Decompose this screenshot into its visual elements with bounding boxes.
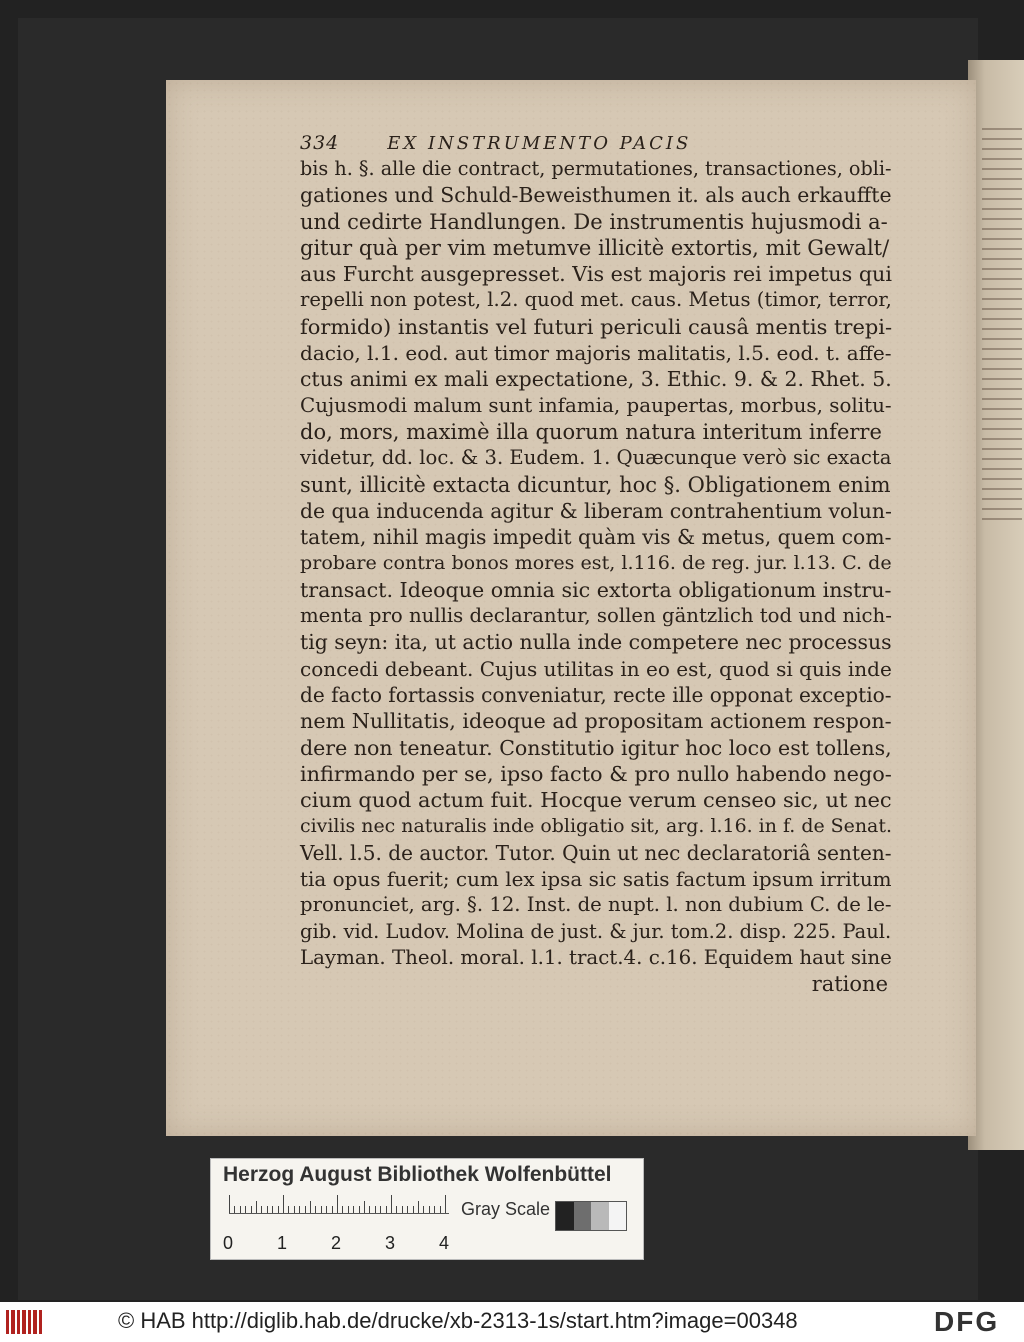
ruler-tick <box>240 1206 241 1213</box>
adjacent-page-text-marks <box>982 120 1022 528</box>
ruler-label: 0 <box>223 1233 234 1253</box>
ruler-tick <box>294 1206 295 1213</box>
text-line: infirmando per se, ipso facto & pro nullo habendo nego- <box>300 761 892 786</box>
ruler-tick <box>375 1206 376 1213</box>
ruler-tick <box>445 1195 446 1213</box>
ruler-tick <box>326 1206 327 1213</box>
text-line: videtur, dd. loc. & 3. Eudem. 1. Quæcunque verò sic exacta <box>300 446 892 470</box>
copyright-url[interactable]: © HAB http://diglib.hab.de/drucke/xb-2313-1s/start.htm?image=00348 <box>118 1308 798 1333</box>
ruler-tick <box>407 1206 408 1213</box>
ruler-tick <box>342 1206 343 1213</box>
ruler-tick <box>369 1206 370 1213</box>
ruler-tick <box>288 1206 289 1213</box>
text-line: repelli non potest, l.2. quod met. caus. Metus (timor, terror, <box>300 288 892 312</box>
text-line: gationes und Schuld-Beweisthumen it. als auch erkauffte <box>300 183 892 208</box>
ruler-tick <box>396 1206 397 1213</box>
ruler-tick <box>348 1206 349 1213</box>
text-line: concedi debeant. Cujus utilitas in eo est, quod si quis inde <box>300 656 892 681</box>
ruler-tick <box>353 1206 354 1213</box>
text-line: Vell. l.5. de auctor. Tutor. Quin ut nec declaratoriâ senten- <box>300 840 892 865</box>
ruler-tick <box>380 1206 381 1213</box>
text-line: tia opus fuerit; cum lex ipsa sic satis factum ipsum irritum <box>300 867 892 892</box>
ruler-tick <box>402 1206 403 1213</box>
ruler-label: 4 <box>439 1233 450 1253</box>
text-line: nem Nullitatis, ideoque ad propositam actionem respon- <box>300 709 892 734</box>
text-line: tig seyn: ita, ut actio nulla inde competere nec processus <box>300 630 892 655</box>
ruler-tick <box>299 1206 300 1213</box>
text-line: gitur quà per vim metumve illicitè extortis, mit Gewalt/ <box>300 235 890 260</box>
text-line: de qua inducenda agitur & liberam contrahentium volun- <box>300 498 892 523</box>
adjacent-page-edge <box>968 60 1024 1150</box>
text-line: bis h. §. alle die contract, permutationes, transactiones, obli- <box>300 157 892 180</box>
text-line: cium quod actum fuit. Hocque verum censeo sic, ut nec <box>300 788 892 813</box>
text-line: dacio, l.1. eod. aut timor majoris malitatis, l.5. eod. t. affe- <box>300 341 892 366</box>
body-text <box>300 156 892 971</box>
text-line: aus Furcht ausgepresset. Vis est majoris rei impetus qui <box>300 262 892 287</box>
ruler-label: 3 <box>385 1233 396 1253</box>
ruler-label: 1 <box>277 1233 288 1253</box>
ruler-tick <box>310 1201 311 1213</box>
library-color-card <box>210 1158 644 1260</box>
ruler-tick <box>229 1195 230 1213</box>
text-line: formido) instantis vel futuri periculi causâ mentis trepi- <box>300 314 893 339</box>
running-head-title: EX INSTRUMENTO PACIS <box>387 133 692 154</box>
ruler-tick <box>283 1195 284 1213</box>
gray-scale-label: Gray Scale <box>461 1199 551 1219</box>
ruler-label: 2 <box>331 1233 342 1253</box>
ruler-tick <box>278 1206 279 1213</box>
ruler-tick <box>332 1206 333 1213</box>
gray-scale-patches <box>555 1201 627 1231</box>
ruler-tick <box>418 1201 419 1213</box>
gray-patch <box>591 1202 609 1230</box>
footer-bar <box>0 1302 1024 1342</box>
text-line: dere non teneatur. Constitutio igitur hoc loco est tollens, <box>300 735 892 760</box>
ruler-tick <box>440 1206 441 1213</box>
ruler-baseline <box>229 1213 449 1214</box>
ruler-tick <box>251 1206 252 1213</box>
ruler-tick <box>321 1206 322 1213</box>
text-line: transact. Ideoque omnia sic extorta obligationum instru- <box>300 577 892 602</box>
text-line: sunt, illicitè extacta dicuntur, hoc §. Obligationem enim <box>300 472 891 497</box>
ruler-tick <box>364 1201 365 1213</box>
ruler-tick <box>256 1201 257 1213</box>
library-name: Herzog August Bibliothek Wolfenbüttel <box>223 1163 612 1186</box>
text-line: de facto fortassis conveniatur, recte ille opponat exceptio- <box>300 682 892 707</box>
book-page <box>166 80 976 1136</box>
text-line: Cujusmodi malum sunt infamia, paupertas, morbus, solitu- <box>300 393 892 417</box>
page-number: 334 <box>300 132 340 154</box>
dfg-logo: DFG <box>934 1306 1000 1337</box>
ruler-tick <box>391 1195 392 1213</box>
ruler-tick <box>245 1206 246 1213</box>
ruler-tick <box>267 1206 268 1213</box>
ruler-tick <box>272 1206 273 1213</box>
text-line: Layman. Theol. moral. l.1. tract.4. c.16. Equidem haut sine <box>300 945 892 969</box>
ruler-tick <box>386 1206 387 1213</box>
ruler-tick <box>413 1206 414 1213</box>
ruler-tick <box>315 1206 316 1213</box>
text-line: tatem, nihil magis impedit quàm vis & metus, quem com- <box>300 525 892 550</box>
page-text-block <box>300 132 892 997</box>
ruler-tick <box>261 1206 262 1213</box>
ruler-tick <box>423 1206 424 1213</box>
text-line: probare contra bonos mores est, l.116. de reg. jur. l.13. C. de <box>300 552 892 575</box>
text-line: und cedirte Handlungen. De instrumentis hujusmodi a- <box>300 209 888 234</box>
gray-patch <box>609 1202 627 1230</box>
text-line: gib. vid. Ludov. Molina de just. & jur. tom.2. disp. 225. Paul. <box>300 919 892 943</box>
ruler-tick <box>234 1206 235 1213</box>
text-line: do, mors, maximè illa quorum natura interitum inferre <box>300 419 882 444</box>
text-line: menta pro nullis declarantur, sollen gäntzlich tod und nich- <box>300 604 892 628</box>
gray-patch <box>574 1202 592 1230</box>
ruler-tick <box>429 1206 430 1213</box>
hab-logo-icon <box>6 1310 42 1334</box>
text-line: ctus animi ex mali expectatione, 3. Ethic. 9. & 2. Rhet. 5. <box>300 367 892 392</box>
text-line: pronunciet, arg. §. 12. Inst. de nupt. l. non dubium C. de le- <box>300 893 892 917</box>
catchword: ratione <box>811 972 888 997</box>
ruler-tick <box>359 1206 360 1213</box>
ruler-labels <box>223 1233 463 1253</box>
running-head <box>300 132 892 154</box>
ruler-tick <box>337 1195 338 1213</box>
ruler-tick <box>434 1206 435 1213</box>
text-line: civilis nec naturalis inde obligatio sit, arg. l.16. in f. de Senat. <box>300 815 892 838</box>
gray-patch <box>556 1202 574 1230</box>
ruler-tick <box>305 1206 306 1213</box>
